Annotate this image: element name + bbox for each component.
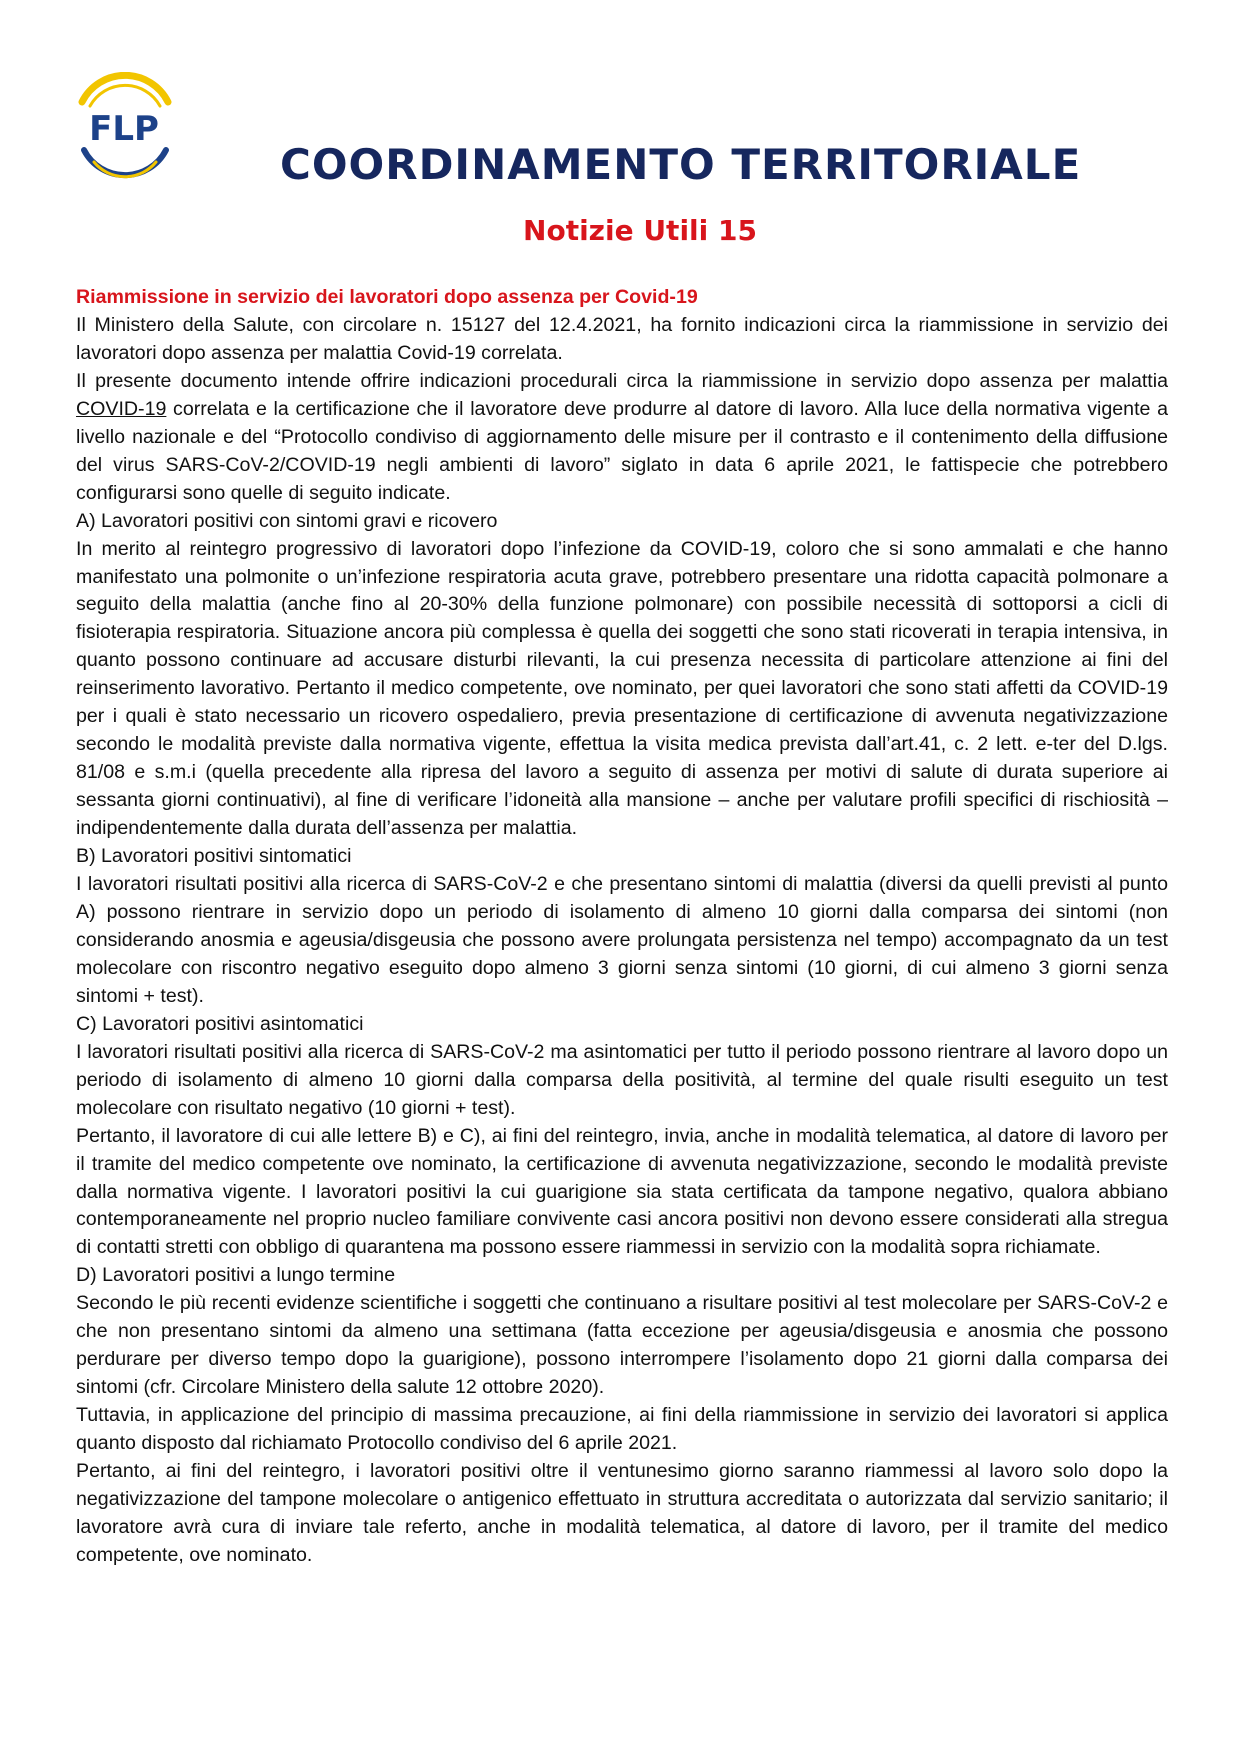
paragraph-document-scope [76,368,1168,508]
page-title: COORDINAMENTO TERRITORIALE [280,140,1082,189]
page-subtitle: Notizie Utili 15 [523,214,757,247]
paragraph-case-b: I lavoratori risultati positivi alla ricerca di SARS-CoV-2 e che presentano sintomi di malattia (diversi da quelli previsti al punto A) possono rientrare in servizio dopo un periodo di isolamento di almeno 10 giorni dalla comparsa dei sintomi (non considerando anosmia e ageusia/disgeusia che possono avere prolungata persistenza nel tempo) accompagnato da un test molecolare con riscontro negativo eseguito dopo almeno 3 giorni senza sintomi (10 giorni, di cui almeno 3 giorni senza sintomi + test). [76,873,1168,1007]
logo-yellow-arc-inner [90,85,160,106]
article-body [76,284,1168,1570]
heading-case-b: B) Lavoratori positivi sintomatici [76,845,352,868]
paragraph-text: correlata e la certificazione che il lavoratore deve produrre al datore di lavoro. Alla luce della normativa vigente a livello nazionale e del “Protocollo condiviso di aggiornamento delle misure per il contrasto e il contenimento della diffusione del virus SARS-CoV-2/COVID-19 negli ambienti di lavoro” siglato in data 6 aprile 2021, le fattispecie che potrebbero configurarsi sono quelle di seguito indicate. [76,397,1168,504]
paragraph-case-c: I lavoratori risultati positivi alla ricerca di SARS-CoV-2 ma asintomatici per tutto il periodo possono rientrare al lavoro dopo un periodo di isolamento di almeno 10 giorni dalla comparsa della positività, al termine del quale risulti eseguito un test molecolare con risultato negativo (10 giorni + test). [76,1040,1168,1119]
article-title: Riammissione in servizio dei lavoratori dopo assenza per Covid-19 [76,286,698,308]
heading-case-d: D) Lavoratori positivi a lungo termine [76,1264,396,1287]
paragraph-case-d: Secondo le più recenti evidenze scientifiche i soggetti che continuano a risultare positivi al test molecolare per SARS-CoV-2 e che non presentano sintomi da almeno una settimana (fatta eccezione per ageusia/disgeusia e anosmia che possono perdurare per diverso tempo dopo la guarigione), possono interrompere l’isolamento dopo 21 giorni dalla comparsa dei sintomi (cfr. Circolare Ministero della salute 12 ottobre 2020). [76,1292,1168,1399]
logo-text: FLP [89,109,159,149]
paragraph-text: Il presente documento intende offrire indicazioni procedurali circa la riammissione in servizio dopo assenza per malattia [76,369,1168,392]
paragraph-reintegration: Pertanto, ai fini del reintegro, i lavoratori positivi oltre il ventunesimo giorno saranno riammessi al lavoro solo dopo la negativizzazione del tampone molecolare o antigenico effettuato in struttura accreditata o autorizzata dal servizio sanitario; il lavoratore avrà cura di inviare tale referto, anche in modalità telematica, al datore di lavoro, per il tramite del medico competente, ove nominato. [76,1460,1168,1566]
heading-case-a: A) Lavoratori positivi con sintomi gravi e ricovero [76,509,498,532]
paragraph-intro: Il Ministero della Salute, con circolare n. 15127 del 12.4.2021, ha fornito indicazioni circa la riammissione in servizio dei lavoratori dopo assenza per malattia Covid-19 correlata. [76,313,1168,364]
flp-logo [72,72,176,180]
paragraph-case-a: In merito al reintegro progressivo di lavoratori dopo l’infezione da COVID-19, coloro che si sono ammalati e che hanno manifestato una polmonite o un’infezione respiratoria acuta grave, potrebbero presentare una ridotta capacità polmonare a seguito della malattia (anche fino al 20-30% della funzione polmonare) con possibile necessità di sottoporsi a cicli di fisioterapia respiratoria. Situazione ancora più complessa è quella dei soggetti che sono stati ricoverati in terapia intensiva, in quanto possono continuare ad accusare disturbi rilevanti, la cui presenza necessita di particolare attenzione ai fini del reinserimento lavorativo. Pertanto il medico competente, ove nominato, per quei lavoratori che sono stati affetti da COVID-19 per i quali è stato necessario un ricovero ospedaliero, previa presentazione di certificazione di avvenuta negativizzazione secondo le modalità previste dalla normativa vigente, effettua la visita medica prevista dall’art.41, c. 2 lett. e-ter del D.lgs. 81/08 e s.m.i (quella precedente alla ripresa del lavoro a seguito di assenza per motivi di salute di durata superiore ai sessanta giorni continuativi), al fine di verificare l’idoneità alla mansione – anche per valutare profili specifici di rischiosità – indipendentemente dalla durata dell’assenza per malattia. [76,537,1168,840]
heading-case-c: C) Lavoratori positivi asintomatici [76,1012,364,1035]
paragraph-cases-b-c: Pertanto, il lavoratore di cui alle lettere B) e C), ai fini del reintegro, invia, anche in modalità telematica, al datore di lavoro per il tramite del medico competente ove nominato, la certificazione di avvenuta negativizzazione, secondo le modalità previste dalla normativa vigente. I lavoratori positivi la cui guarigione sia stata certificata da tampone negativo, qualora abbiano contemporaneamente nel proprio nucleo familiare convivente casi ancora positivi non devono essere considerati alla stregua di contatti stretti con obbligo di quarantena ma possono essere riammessi in servizio con la modalità sopra richiamate. [76,1124,1168,1259]
covid-link[interactable]: COVID-19 [76,397,167,420]
paragraph-precaution: Tuttavia, in applicazione del principio di massima precauzione, ai fini della riammissione in servizio dei lavoratori si applica quanto disposto dal richiamato Protocollo condiviso del 6 aprile 2021. [76,1404,1168,1455]
